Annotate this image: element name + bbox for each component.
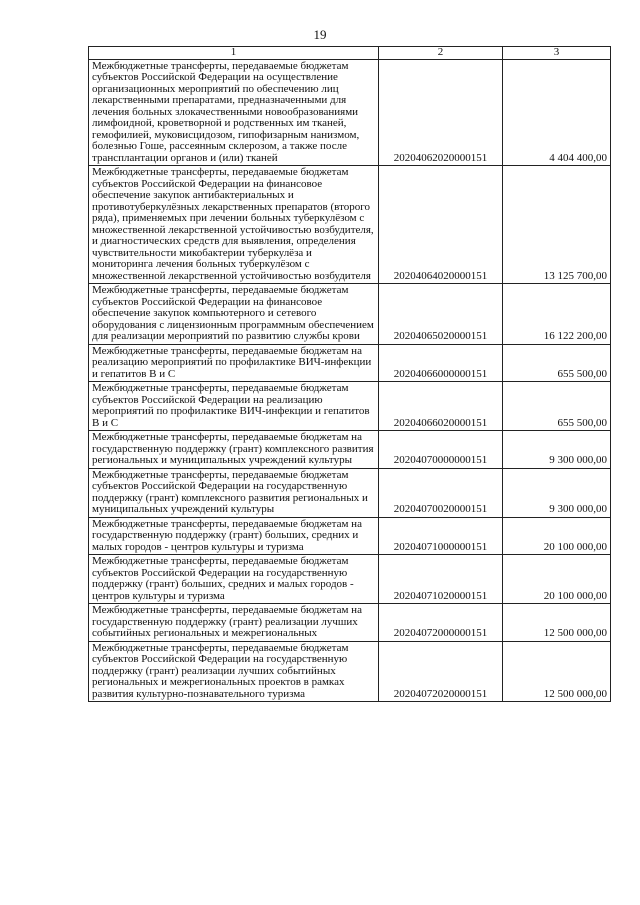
table-row — [89, 59, 611, 166]
table-header — [89, 47, 611, 60]
table-row — [89, 604, 611, 642]
row-description: Межбюджетные трансферты, передаваемые бюджетам на реализацию мероприятий по профилактике ВИЧ-инфекции и гепатитов В и С — [89, 344, 379, 382]
row-code: 20204071020000151 — [379, 555, 503, 604]
row-amount: 655 500,00 — [503, 382, 611, 431]
row-amount: 20 100 000,00 — [503, 555, 611, 604]
row-code: 20204072000000151 — [379, 604, 503, 642]
table-row — [89, 431, 611, 469]
row-code: 20204066020000151 — [379, 382, 503, 431]
row-code: 20204066000000151 — [379, 344, 503, 382]
row-code: 20204064020000151 — [379, 166, 503, 284]
row-code: 20204070000000151 — [379, 431, 503, 469]
row-code: 20204072020000151 — [379, 641, 503, 702]
column-header-amount: 3 — [503, 47, 611, 60]
table-row — [89, 517, 611, 555]
table-row — [89, 284, 611, 345]
table-row — [89, 555, 611, 604]
row-code: 20204071000000151 — [379, 517, 503, 555]
row-code: 20204065020000151 — [379, 284, 503, 345]
table-row — [89, 641, 611, 702]
row-amount: 12 500 000,00 — [503, 604, 611, 642]
row-description: Межбюджетные трансферты, передаваемые бюджетам субъектов Российской Федерации на финансовое обеспечение закупок компьютерного и сетевого оборудования с лицензионным программным обеспечением для реализации мероприятий по развитию службы крови — [89, 284, 379, 345]
row-amount: 4 404 400,00 — [503, 59, 611, 166]
column-header-description: 1 — [89, 47, 379, 60]
row-code: 20204062020000151 — [379, 59, 503, 166]
row-description: Межбюджетные трансферты, передаваемые бюджетам субъектов Российской Федерации на реализацию мероприятий по профилактике ВИЧ-инфекции и гепатитов В и С — [89, 382, 379, 431]
budget-table — [88, 46, 611, 702]
row-description: Межбюджетные трансферты, передаваемые бюджетам на государственную поддержку (грант) больших, средних и малых городов - центров культуры и туризма — [89, 517, 379, 555]
header-row — [89, 47, 611, 60]
row-description: Межбюджетные трансферты, передаваемые бюджетам субъектов Российской Федерации на осуществление организационных мероприятий по обеспечению лиц лекарственными препаратами, предназначенными для лечения больных злокачественными новообразованиями лимфоидной, кроветворной и родственных им тканей, гемофилией, муковисцидозом, гипофизарным нанизмом, болезнью Гоше, рассеянным склерозом, а также после трансплантации органов и (или) тканей — [89, 59, 379, 166]
table-row — [89, 344, 611, 382]
row-amount: 20 100 000,00 — [503, 517, 611, 555]
row-description: Межбюджетные трансферты, передаваемые бюджетам субъектов Российской Федерации на государственную поддержку (грант) реализации лучших событийных региональных и межрегиональных проектов в рамках развития культурно-познавательного туризма — [89, 641, 379, 702]
table-body — [89, 59, 611, 702]
table-row — [89, 382, 611, 431]
row-amount: 655 500,00 — [503, 344, 611, 382]
row-amount: 9 300 000,00 — [503, 431, 611, 469]
row-description: Межбюджетные трансферты, передаваемые бюджетам субъектов Российской Федерации на финансовое обеспечение закупок антибактериальных и противотуберкулёзных лекарственных препаратов (второго ряда), применяемых при лечении больных туберкулёзом с множественной лекарственной устойчивостью возбудителя, и диагностических средств для выявления, определения чувствительности микобактерии туберкулёза и мониторинга лечения больных туберкулёзом с множественной лекарственной устойчивостью возбудителя — [89, 166, 379, 284]
row-description: Межбюджетные трансферты, передаваемые бюджетам на государственную поддержку (грант) реализации лучших событийных региональных и межрегиональных — [89, 604, 379, 642]
column-header-code: 2 — [379, 47, 503, 60]
row-description: Межбюджетные трансферты, передаваемые бюджетам на государственную поддержку (грант) комплексного развития региональных и муниципальных учреждений культуры — [89, 431, 379, 469]
row-amount: 16 122 200,00 — [503, 284, 611, 345]
row-description: Межбюджетные трансферты, передаваемые бюджетам субъектов Российской Федерации на государственную поддержку (грант) больших, средних и малых городов - центров культуры и туризма — [89, 555, 379, 604]
row-description: Межбюджетные трансферты, передаваемые бюджетам субъектов Российской Федерации на государственную поддержку (грант) комплексного развития региональных и муниципальных учреждений культуры — [89, 468, 379, 517]
row-amount: 13 125 700,00 — [503, 166, 611, 284]
table-row — [89, 468, 611, 517]
row-amount: 12 500 000,00 — [503, 641, 611, 702]
page-number: 19 — [313, 27, 327, 42]
table-row — [89, 166, 611, 284]
row-amount: 9 300 000,00 — [503, 468, 611, 517]
row-code: 20204070020000151 — [379, 468, 503, 517]
